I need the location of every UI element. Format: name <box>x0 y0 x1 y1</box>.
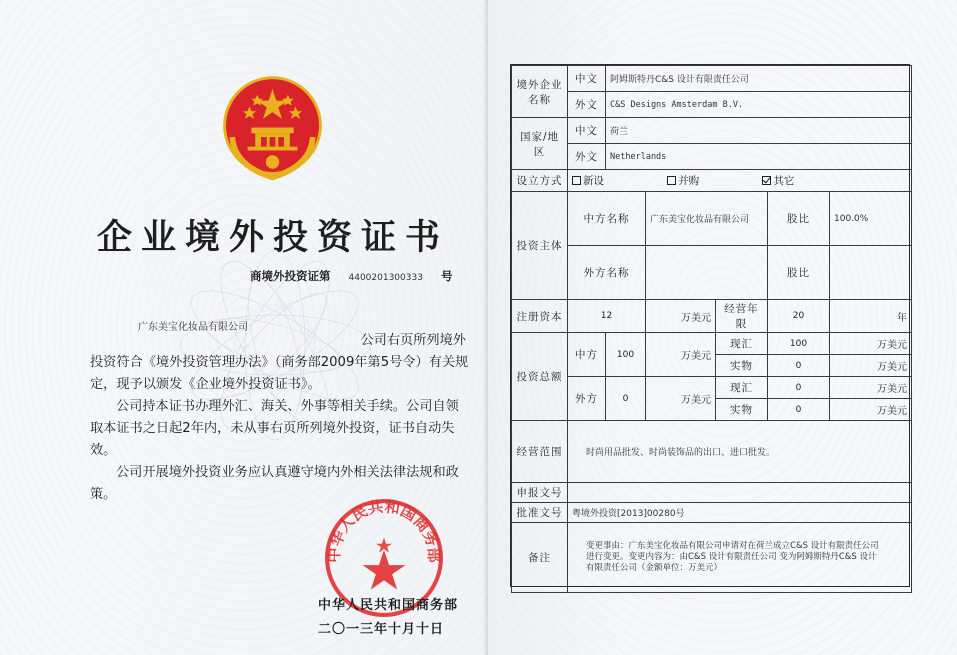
investment-info-table-frame <box>510 64 910 587</box>
cn-kind-value: 0 <box>768 355 830 377</box>
setup-method-options <box>568 170 912 192</box>
foreign-cash-label: 现汇 <box>716 377 768 399</box>
certificate-number-value: 4400201300333 <box>348 273 423 283</box>
overseas-name-cn: 阿姆斯特丹C&S 设计有限责任公司 <box>606 66 912 92</box>
checkbox-icon <box>667 176 676 185</box>
foreign-label: 外文 <box>568 92 606 118</box>
foreign-cash-unit: 万美元 <box>830 377 912 399</box>
business-scope-label: 经营范围 <box>512 421 568 483</box>
cn-side-label: 中方 <box>568 333 606 377</box>
cn-share-label: 股比 <box>768 192 830 246</box>
foreign-kind-unit: 万美元 <box>830 399 912 421</box>
certificate-title: 企业境外投资证书 <box>96 218 449 258</box>
certificate-number-suffix: 号 <box>440 269 453 283</box>
paragraph-2: 公司持本证书办理外汇、海关、外事等相关手续。公司自领取本证书之日起2年内，未从事右页所列境外投资，证书自动失效。 <box>90 399 459 458</box>
paragraph-1-line-1: 公司右页所列境外 <box>360 333 466 348</box>
report-no-label: 申报文号 <box>512 483 568 503</box>
term-value: 20 <box>768 300 830 333</box>
foreign-cash-value: 0 <box>768 377 830 399</box>
checked-checkbox-icon <box>762 176 771 185</box>
certificate-number <box>250 268 452 284</box>
cn-cash-unit: 万美元 <box>830 333 912 355</box>
cn-share-value: 100.0% <box>830 192 912 246</box>
overseas-name-label: 境外企业名称 <box>512 66 568 118</box>
business-scope-value: 时尚用品批发、时尚装饰品的出口、进口批发。 <box>568 421 912 483</box>
foreign-party-name <box>646 246 768 300</box>
remarks-label: 备注 <box>512 523 568 593</box>
total-investment-label: 投资总额 <box>512 333 568 421</box>
term-unit: 年 <box>830 300 912 333</box>
investor-company-name: 广东美宝化妆品有限公司 <box>138 322 248 333</box>
foreign-total-value: 0 <box>606 377 646 421</box>
cn-kind-label: 实物 <box>716 355 768 377</box>
national-emblem-icon <box>215 70 330 185</box>
country-cn: 荷兰 <box>606 118 912 144</box>
investment-info-table <box>511 65 912 593</box>
cn-total-value: 100 <box>606 333 646 377</box>
setup-option-new: 新设 <box>572 173 604 188</box>
cn-total-unit: 万美元 <box>646 333 716 377</box>
certificate-right-page <box>488 0 957 655</box>
remarks-value: 变更事由：广东美宝化妆品有限公司申请对在荷兰成立C&S 设计有限责任公司 进行变更。变更内容为：由C&S 设计有限责任公司 变为阿姆斯特丹C&S 设计有限责任公司（金额单位：万美元） <box>568 523 912 593</box>
foreign-kind-label: 实物 <box>716 399 768 421</box>
cn-party-label: 中方名称 <box>568 192 646 246</box>
country-chinese-label: 中文 <box>568 118 606 144</box>
paragraph-1: 投资符合《境外投资管理办法》（商务部2009年第5号令）有关规定，现予以颁发《企业境外投资证书》。 <box>90 355 469 392</box>
country-foreign-label: 外文 <box>568 144 606 170</box>
investor-label: 投资主体 <box>512 192 568 300</box>
foreign-share-label: 股比 <box>768 246 830 300</box>
approval-no-value: 粤境外投资[2013]00280号 <box>568 503 912 523</box>
setup-method-label: 设立方式 <box>512 170 568 192</box>
term-label: 经营年限 <box>716 300 768 333</box>
foreign-side-label: 外方 <box>568 377 606 421</box>
reg-capital-label: 注册资本 <box>512 300 568 333</box>
setup-option-other: 其它 <box>762 173 794 188</box>
foreign-share-value <box>830 246 912 300</box>
cn-party-name: 广东美宝化妆品有限公司 <box>646 192 768 246</box>
issuer-name: 中华人民共和国商务部 <box>318 598 459 613</box>
certificate-number-label: 商境外投资证第 <box>250 269 331 283</box>
reg-capital-value: 12 <box>568 300 646 333</box>
foreign-total-unit: 万美元 <box>646 377 716 421</box>
foreign-kind-value: 0 <box>768 399 830 421</box>
approval-no-label: 批准文号 <box>512 503 568 523</box>
foreign-party-label: 外方名称 <box>568 246 646 300</box>
certificate-body <box>90 330 470 506</box>
cn-cash-label: 现汇 <box>716 333 768 355</box>
checkbox-icon <box>572 176 581 185</box>
issue-date: 二〇一三年十月十日 <box>318 622 445 637</box>
report-no-value <box>568 483 912 503</box>
seal-text: 中华人民共和国商务部 <box>325 497 443 563</box>
chinese-label: 中文 <box>568 66 606 92</box>
overseas-name-en: C&S Designs Amsterdam B.V. <box>606 92 912 118</box>
country-en: Netherlands <box>606 144 912 170</box>
cn-cash-value: 100 <box>768 333 830 355</box>
cn-kind-unit: 万美元 <box>830 355 912 377</box>
paragraph-3: 公司开展境外投资业务应认真遵守境内外相关法律法规和政策。 <box>90 465 459 502</box>
setup-option-merger: 并购 <box>667 173 699 188</box>
reg-capital-unit: 万美元 <box>646 300 716 333</box>
country-label: 国家/地区 <box>512 118 568 170</box>
